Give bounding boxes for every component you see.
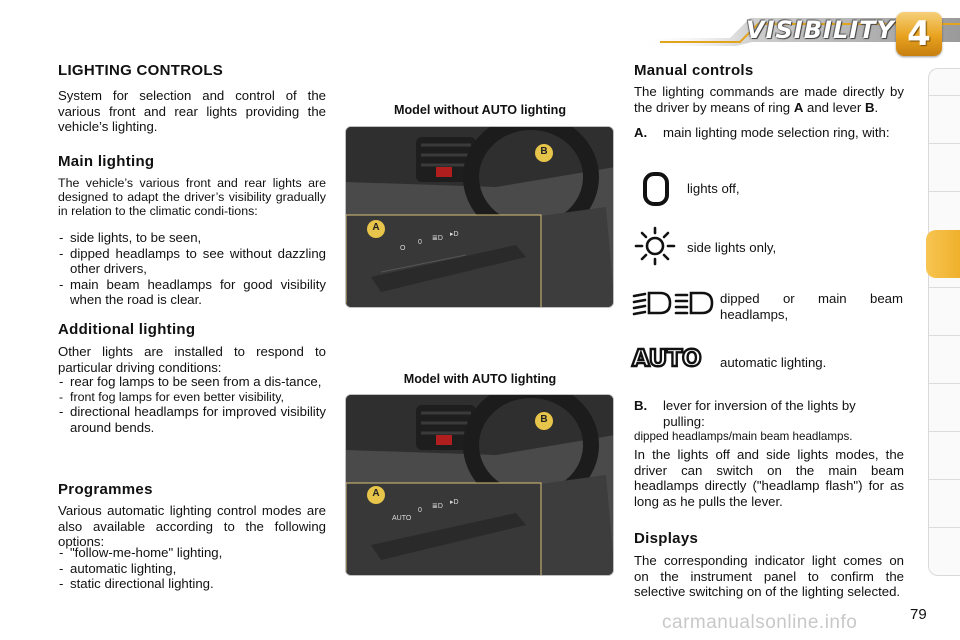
manual-controls-intro <box>634 84 904 115</box>
chapter-tab-divider <box>929 383 960 384</box>
dipped-main-beam-icon <box>632 290 714 316</box>
list-item: - rear fog lamps to be seen from a dis-tance, <box>58 374 326 390</box>
side-lights-icon <box>632 226 678 266</box>
additional-lighting-intro: Other lights are installed to respond to particular driving conditions: <box>58 344 326 375</box>
marker-b-label: B <box>540 146 548 157</box>
stalk-mark: ≣D <box>432 503 443 510</box>
caption-model-without-auto: Model without AUTO lighting <box>393 103 567 117</box>
stalk-mark: ▸D <box>450 231 459 238</box>
list-item: - "follow-me-home" lighting, <box>58 545 326 561</box>
item-b-text: lever for inversion of the lights by pulling: <box>663 398 856 429</box>
marker-a-label: A <box>372 488 380 499</box>
stalk-mark: O <box>400 245 406 252</box>
chapter-tab-divider <box>929 95 960 96</box>
chapter-tab-active[interactable] <box>926 230 960 278</box>
mode-label-auto: automatic lighting. <box>720 355 827 370</box>
lighting-controls-heading: LIGHTING CONTROLS <box>58 62 224 79</box>
programmes-list <box>58 545 326 592</box>
ring-label: A <box>793 99 804 115</box>
list-item: - automatic lighting, <box>58 561 326 577</box>
intro-text: and lever <box>807 99 862 115</box>
item-a-text: main lighting mode selection ring, with: <box>663 125 890 140</box>
chapter-number-badge: 4 <box>896 12 942 56</box>
lighting-stalk-photo-with-auto <box>345 394 614 576</box>
lighting-stalk-illustration <box>346 127 614 308</box>
watermark: carmanualsonline.info <box>662 612 858 633</box>
lighting-stalk-photo-without-auto <box>345 126 614 308</box>
manual-controls-heading: Manual controls <box>634 62 754 79</box>
main-lighting-intro: The vehicle’s various front and rear lights are designed to adapt the driver’s visibility gradually in relation to the climatic condi-tions: <box>58 176 326 219</box>
main-lighting-heading: Main lighting <box>58 153 155 170</box>
stalk-mark: 0 <box>418 507 422 514</box>
page-title: VISIBILITY <box>746 16 895 44</box>
item-b-key: B. <box>634 398 648 413</box>
page-number: 79 <box>910 606 927 623</box>
lever-label: B <box>864 99 875 115</box>
chapter-tab-divider <box>929 431 960 432</box>
list-item: - static directional lighting. <box>58 576 326 592</box>
stalk-mark: 0 <box>418 239 422 246</box>
chapter-tab-divider <box>929 287 960 288</box>
programmes-heading: Programmes <box>58 481 153 498</box>
caption-model-with-auto: Model with AUTO lighting <box>403 372 557 386</box>
chapter-tab-divider <box>929 335 960 336</box>
mode-label-dipped-main-beam: dipped or main beam headlamps, <box>720 291 903 322</box>
additional-lighting-list <box>58 374 326 435</box>
stalk-mark: AUTO <box>392 515 412 522</box>
displays-heading: Displays <box>634 530 699 547</box>
marker-b-label: B <box>540 414 548 425</box>
list-item: - main beam headlamps for good visibility when the road is clear. <box>58 277 326 308</box>
intro-text: The lighting commands are made directly by the driver by means of ring <box>634 84 904 115</box>
marker-a-label: A <box>372 222 380 233</box>
list-item: - dipped headlamps to see without dazzling other drivers, <box>58 246 326 277</box>
intro-text: . <box>874 99 879 115</box>
list-item: - directional headlamps for improved visibility around bends. <box>58 404 326 435</box>
chapter-tab-divider <box>929 527 960 528</box>
lights-off-icon <box>641 172 673 206</box>
headlamp-flash-text: In the lights off and side lights modes, the driver can switch on the main beam headlamps directly ("headlamp flash") for as long as he pulls the lever. <box>634 447 904 509</box>
stalk-mark: ▸D <box>450 499 459 506</box>
additional-lighting-heading: Additional lighting <box>58 321 196 338</box>
programmes-intro: Various automatic lighting control modes are also available according to the following options: <box>58 503 326 550</box>
displays-text: The corresponding indicator light comes on on the instrument panel to confirm the selective switching on of the lighting selected. <box>634 553 904 600</box>
chapter-tab-divider <box>929 479 960 480</box>
mode-label-side-lights: side lights only, <box>687 240 777 255</box>
list-item: - side lights, to be seen, <box>58 230 326 246</box>
main-lighting-list <box>58 230 326 308</box>
lighting-controls-intro: System for selection and control of the various front and rear lights providing the vehicle’s lighting. <box>58 88 326 135</box>
item-a-key: A. <box>634 125 648 140</box>
list-item: - front fog lamps for even better visibility, <box>58 390 326 405</box>
chapter-tab-strip[interactable] <box>928 68 960 576</box>
item-b-subtext: dipped headlamps/main beam headlamps. <box>634 430 853 443</box>
lighting-stalk-illustration <box>346 395 614 576</box>
chapter-tab-divider <box>929 191 960 192</box>
mode-label-lights-off: lights off, <box>687 181 740 196</box>
chapter-tab-divider <box>929 143 960 144</box>
stalk-mark: ≣D <box>432 235 443 242</box>
auto-lighting-icon: AUTO <box>632 346 702 372</box>
